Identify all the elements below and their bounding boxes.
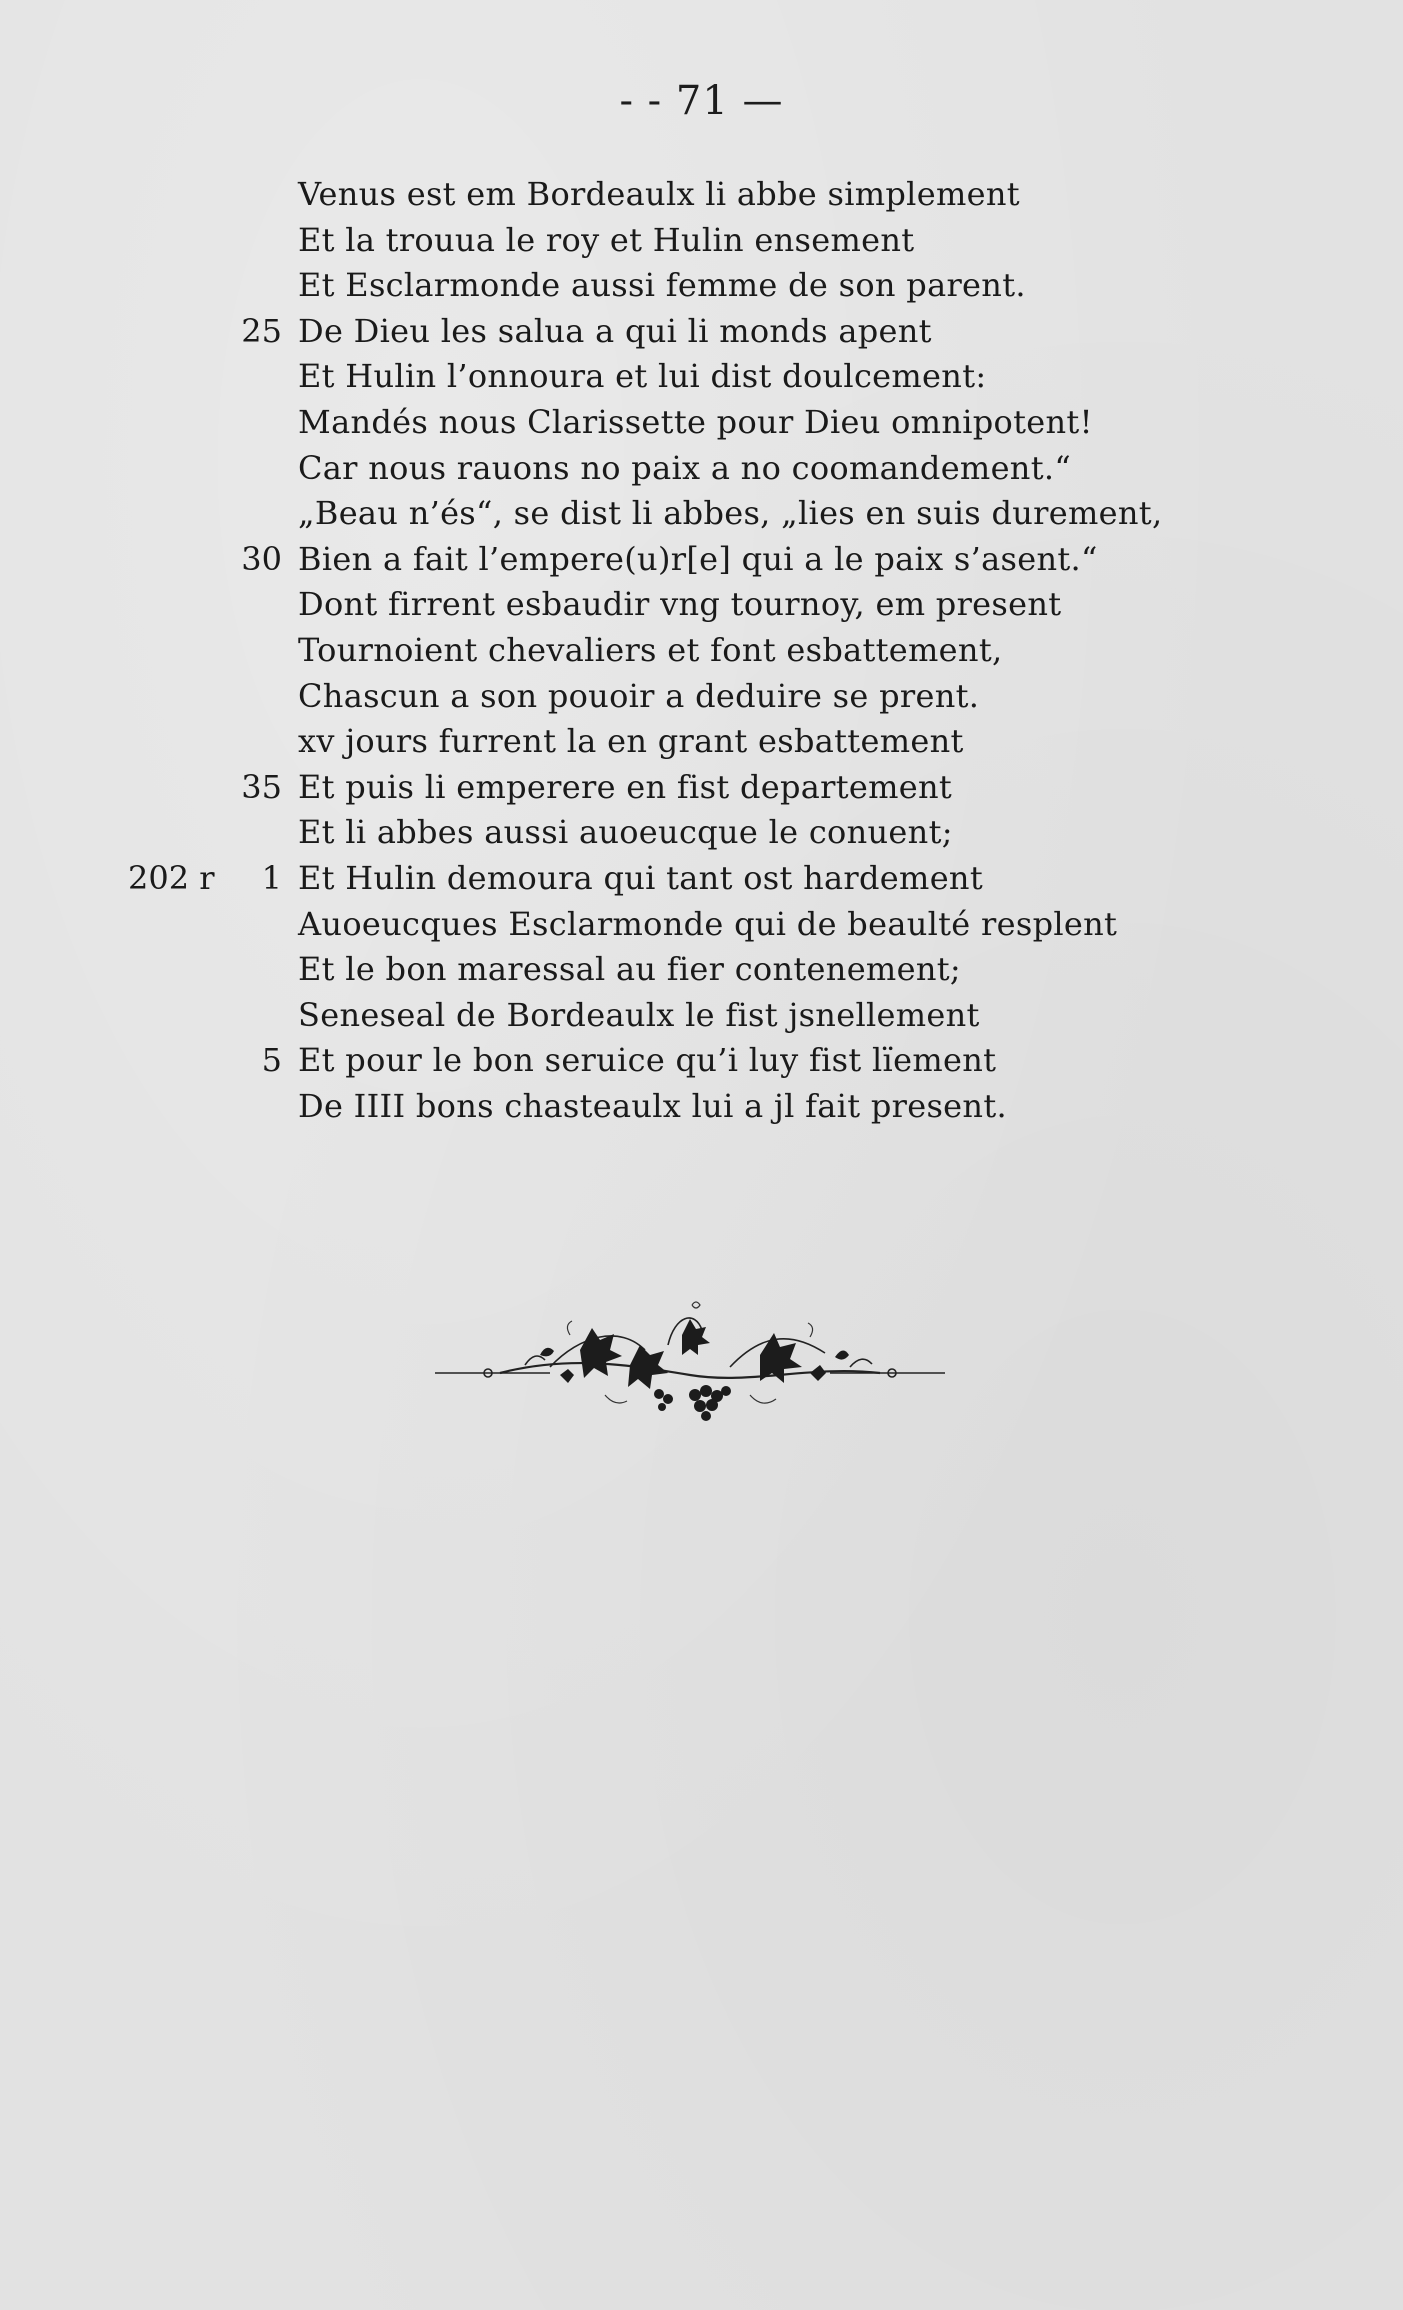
verse-text: Car nous rauons no paix a no coomandement.“: [298, 448, 1072, 487]
verse-block: [0, 172, 1403, 1129]
verse-line: [0, 947, 1403, 993]
verse-line: [0, 537, 1403, 583]
verse-text: Dont firrent esbaudir vng tournoy, em present: [298, 585, 1062, 624]
verse-line: [0, 1038, 1403, 1084]
page-number: - - 71 —: [619, 78, 784, 124]
verse-text: Et Esclarmonde aussi femme de son parent.: [298, 266, 1026, 305]
verse-text: Et la trouua le roy et Hulin ensement: [298, 220, 915, 259]
floral-vignette-ornament: [430, 1295, 950, 1445]
verse-text: Bien a fait l’empere(u)r[e] qui a le paix s’asent.“: [298, 539, 1098, 578]
line-number: 5: [261, 1041, 282, 1080]
verse-text: De IIII bons chasteaulx lui a jl fait present.: [298, 1086, 1007, 1125]
verse-text: Et li abbes aussi auoeucque le conuent;: [298, 813, 953, 852]
verse-line: [0, 810, 1403, 856]
verse-text: Chascun a son pouoir a deduire se prent.: [298, 676, 980, 715]
line-number: 25: [241, 311, 282, 350]
verse-text: Tournoient chevaliers et font esbattement,: [298, 630, 1003, 669]
verse-text: Et le bon maressal au fier contenement;: [298, 950, 961, 989]
verse-text: Seneseal de Bordeaulx le fist jsnellement: [298, 995, 980, 1034]
verse-text: Auoeucques Esclarmonde qui de beaulté resplent: [298, 904, 1118, 943]
verse-line: [0, 674, 1403, 720]
verse-text: Mandés nous Clarissette pour Dieu omnipotent!: [298, 402, 1093, 441]
verse-line: [0, 902, 1403, 948]
verse-text: Et Hulin l’onnoura et lui dist doulcement:: [298, 357, 987, 396]
verse-text: De Dieu les salua a qui li monds apent: [298, 311, 932, 350]
verse-text: Et pour le bon seruice qu’i luy fist lïement: [298, 1041, 997, 1080]
verse-text: Venus est em Bordeaulx li abbe simplement: [298, 175, 1020, 213]
verse-text: Et Hulin demoura qui tant ost hardement: [298, 858, 983, 897]
verse-line: [0, 582, 1403, 628]
verse-line: [0, 400, 1403, 446]
verse-line: [0, 218, 1403, 264]
verse-line: [0, 446, 1403, 492]
verse-text: „Beau n’és“, se dist li abbes, „lies en suis durement,: [298, 494, 1163, 533]
verse-line: [0, 172, 1403, 218]
verse-line: [0, 765, 1403, 811]
verse-line: [0, 1084, 1403, 1130]
verse-line: [0, 856, 1403, 902]
verse-line: [0, 309, 1403, 355]
verse-line: [0, 993, 1403, 1039]
folio-marker: 202 r: [128, 858, 215, 897]
verse-line: [0, 491, 1403, 537]
verse-text: Et puis li emperere en fist departement: [298, 767, 953, 806]
verse-text: xv jours furrent la en grant esbattement: [298, 722, 964, 761]
line-number: 1: [261, 858, 282, 897]
line-number: 35: [241, 767, 282, 806]
verse-line: [0, 628, 1403, 674]
line-number: 30: [241, 539, 282, 578]
verse-line: [0, 354, 1403, 400]
verse-line: [0, 263, 1403, 309]
verse-line: [0, 719, 1403, 765]
